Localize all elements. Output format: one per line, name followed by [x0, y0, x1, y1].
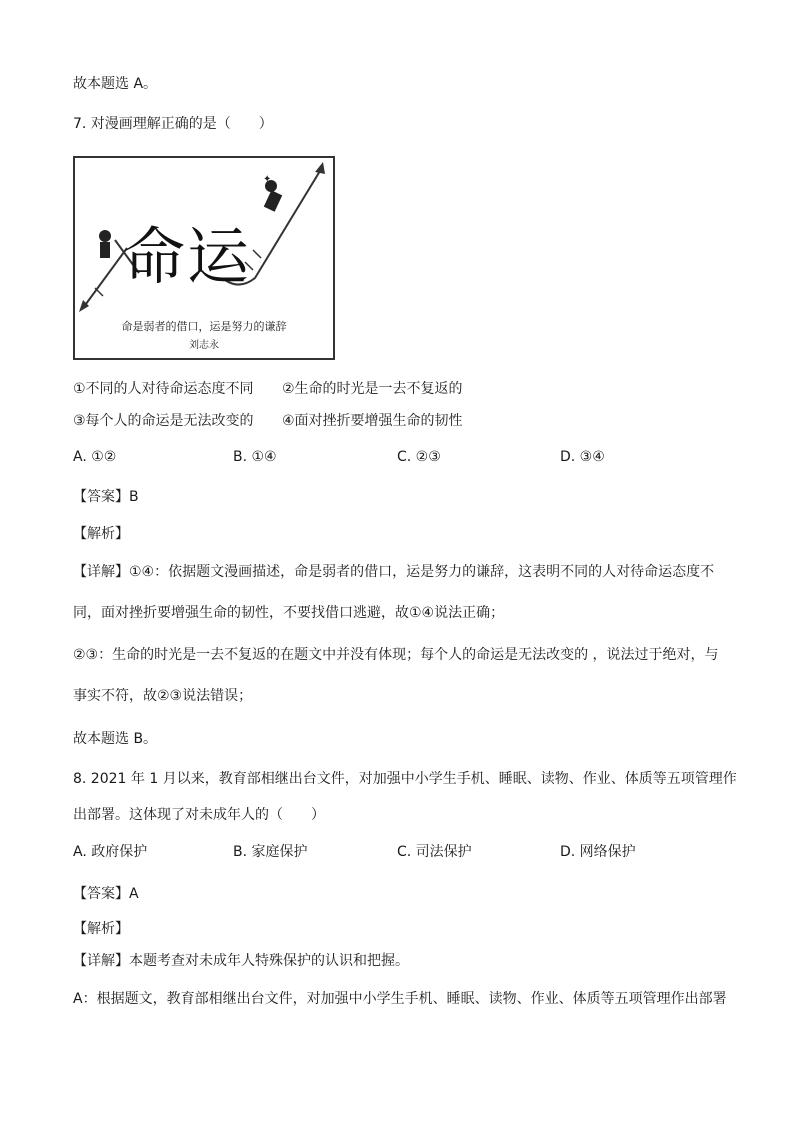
option-c: C. ②③ — [397, 449, 441, 465]
question-8-stem-1: 8. 2021 年 1 月以来，教育部相继出台文件，对加强中小学生手机、睡眠、读物、作业、体质等五项管理作 — [73, 771, 737, 787]
question-7-detail-3: ②③：生命的时光是一去不复返的在题文中并没有体现；每个人的命运是无法改变的 ，说法过于绝对，与 — [73, 647, 719, 663]
svg-text:✦: ✦ — [263, 174, 272, 185]
previous-conclusion: 故本题选 A。 — [73, 76, 158, 92]
question-7-analysis-label: 【解析】 — [73, 526, 129, 542]
question-8-analysis-label: 【解析】 — [73, 921, 129, 937]
statement-4: ④面对挫折要增强生命的韧性 — [282, 413, 463, 429]
option-c: C. 司法保护 — [397, 844, 472, 860]
option-a: A. ①② — [73, 449, 117, 465]
question-7-answer: 【答案】B — [73, 489, 139, 505]
question-8-detail-2: A：根据题文，教育部相继出台文件，对加强中小学生手机、睡眠、读物、作业、体质等五项管理作出部署 — [73, 991, 727, 1007]
option-d: D. 网络保护 — [560, 844, 636, 860]
question-7-detail-2: 同，面对挫折要增强生命的韧性，不要找借口逃避，故①④说法正确； — [73, 605, 505, 621]
question-7-detail-1: 【详解】①④：依据题文漫画描述，命是弱者的借口，运是努力的谦辞，这表明不同的人对待命运态度不 — [73, 564, 715, 580]
question-7-detail-4: 事实不符，故②③说法错误； — [73, 688, 253, 704]
option-b: B. ①④ — [233, 449, 277, 465]
statement-1: ①不同的人对待命运态度不同 — [73, 381, 254, 397]
question-7-stem: 7. 对漫画理解正确的是（ ） — [73, 116, 273, 132]
cartoon-caption: 命是弱者的借口，运是努力的谦辞 — [121, 320, 287, 333]
option-a: A. 政府保护 — [73, 844, 148, 860]
statement-2: ②生命的时光是一去不复返的 — [282, 381, 463, 397]
cartoon-image — [73, 156, 335, 360]
option-b: B. 家庭保护 — [233, 844, 308, 860]
question-8-answer: 【答案】A — [73, 886, 139, 902]
statement-3: ③每个人的命运是无法改变的 — [73, 413, 254, 429]
cartoon-big-text: 命运 — [123, 220, 252, 293]
question-7-conclusion: 故本题选 B。 — [73, 731, 158, 747]
option-d: D. ③④ — [560, 449, 605, 465]
question-8-detail-1: 【详解】本题考查对未成年人特殊保护的认识和把握。 — [73, 953, 409, 969]
cartoon-author: 刘志永 — [189, 340, 219, 351]
question-8-stem-2: 出部署。这体现了对未成年人的（ ） — [73, 807, 325, 823]
